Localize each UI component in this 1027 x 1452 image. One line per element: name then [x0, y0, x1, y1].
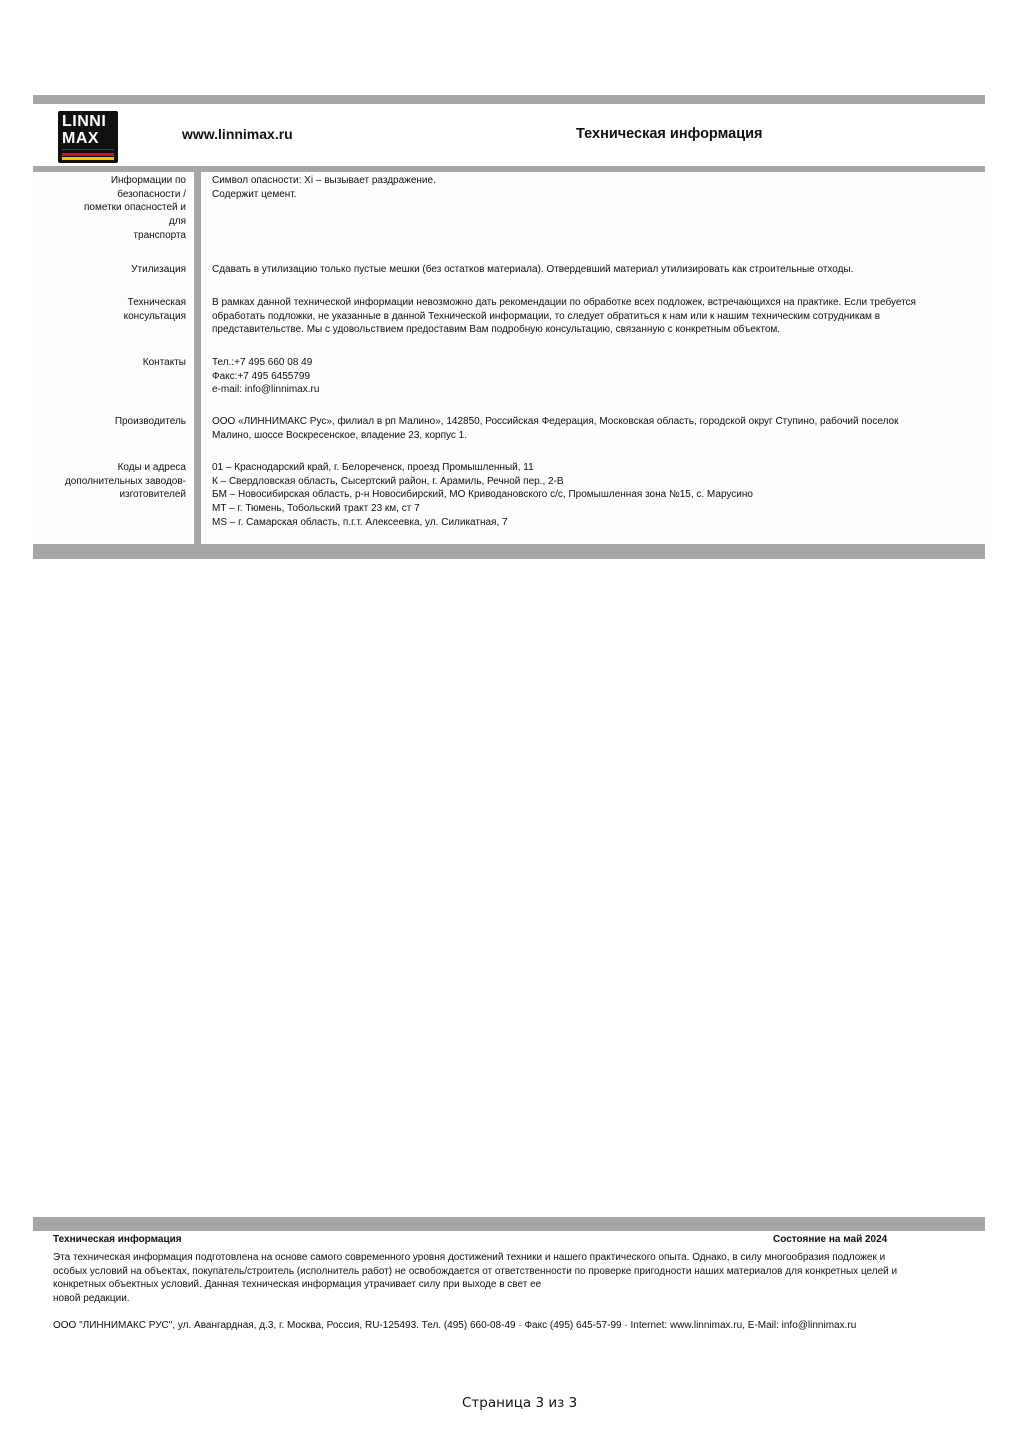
page-number: Страница 3 из 3 — [462, 1395, 578, 1411]
factory-line: MT – г. Тюмень, Тобольский тракт 23 км, ст 7 — [212, 503, 420, 515]
label-consultation — [40, 296, 186, 323]
disclaimer-line: Эта техническая информация подготовлена на основе самого современного уровня достижений техники и нашего практического опыта. Однако, в силу многообразия подложек и — [53, 1252, 886, 1263]
label-codes-line: дополнительных заводов- — [64, 475, 186, 487]
factory-line: MS – г. Самарская область, п.г.т. Алексеевка, ул. Силикатная, 7 — [212, 516, 508, 528]
label-codes-line: Коды и адреса — [117, 462, 186, 473]
label-safety-line: пометки опасностей и — [83, 202, 186, 214]
label-safety — [40, 174, 186, 243]
value-line: ООО «ЛИННИМАКС Рус», филиал в рп Малино», 142850, Российская Федерация, Московская область, городской округ Ступино, рабочий поселок — [212, 416, 899, 427]
label-codes-line: изготовителей — [119, 489, 186, 501]
label-consult-line: Техническая — [127, 297, 186, 308]
disclaimer-line: конкретных объектных условий. Данная техническая информация утрачивает силу при выходе в свет ее — [53, 1279, 542, 1291]
logo-line-2: MAX — [62, 130, 100, 147]
logo-line-1: LINNI — [62, 113, 107, 130]
logo-stripe-gold — [62, 157, 114, 160]
label-disposal: Утилизация — [131, 264, 186, 275]
phone-line[interactable]: Тел.:+7 495 660 08 49 — [212, 357, 313, 368]
label-safety-line: безопасности / — [117, 188, 186, 200]
label-contacts: Контакты — [142, 357, 186, 368]
label-manufacturer: Производитель — [114, 416, 186, 427]
label-factory-codes — [40, 461, 186, 502]
column-divider — [194, 172, 201, 544]
value-line: Символ опасности: Xi – вызывает раздражение. — [212, 175, 436, 186]
value-contacts — [212, 356, 972, 397]
label-safety-line: транспорта — [133, 229, 186, 241]
footer-bar — [33, 1217, 985, 1231]
linnimax-logo — [58, 111, 118, 163]
value-line: представительстве. Мы с удовольствием предоставим Вам подробную консультацию, связанную с конкретным объектом. — [212, 324, 781, 336]
email-line[interactable]: e-mail: info@linnimax.ru — [212, 384, 320, 396]
value-disposal — [212, 263, 972, 277]
value-line: Содержит цемент. — [212, 188, 297, 200]
factory-line: 01 – Краснодарский край, г. Белореченск, проезд Промышленный, 11 — [212, 462, 534, 473]
factory-line: К – Свердловская область, Сысертский район, г. Арамиль, Речной пер., 2-В — [212, 475, 564, 487]
value-line: Малино, шоссе Воскресенское, владение 23, корпус 1. — [212, 429, 468, 441]
value-consultation — [212, 296, 972, 337]
value-manufacturer — [212, 415, 972, 442]
footer-status: Состояние на май 2024 — [773, 1234, 888, 1245]
disclaimer-line: особых условий на объектах, покупатель/строитель (исполнитель работ) не освобождается от ответственности по проверке пригодности наших материалов для конкретных целей и — [53, 1265, 898, 1277]
value-factory-codes — [212, 461, 972, 530]
factory-line: БМ – Новосибирская область, р-н Новосибирский, МО Криводановского с/с, Промышленная зона №15, с. Марусино — [212, 489, 753, 501]
footer-address: ООО "ЛИННИМАКС РУС", ул. Авангардная, д.3, г. Москва, Россия, RU-125493. Тел. (495) 660-08-49 · Факс (495) 645-57-99 · Internet: www.linnimax.ru, E-Mail: info@linnimax.ru — [53, 1320, 857, 1331]
website-link[interactable]: www.linnimax.ru — [182, 126, 293, 142]
value-line: Сдавать в утилизацию только пустые мешки (без остатков материала). Отвердевший материал утилизировать как строительные отходы. — [212, 264, 854, 275]
label-consult-line: консультация — [123, 310, 186, 322]
content-end-bar — [33, 544, 985, 559]
value-line: В рамках данной технической информации невозможно дать рекомендации по обработке всех подложек, встречающихся на практике. Если требуется — [212, 297, 916, 308]
label-safety-line: Информации по — [110, 175, 186, 186]
footer-disclaimer — [53, 1251, 968, 1306]
logo-stripe-red — [62, 153, 114, 156]
value-safety — [212, 174, 972, 201]
label-safety-line: для — [168, 216, 186, 228]
footer-title: Техническая информация — [53, 1234, 182, 1245]
fax-line: Факс:+7 495 6455799 — [212, 370, 311, 382]
header-top-bar — [33, 95, 985, 104]
disclaimer-line: новой редакции. — [53, 1293, 130, 1305]
value-line: обработать подложки, не указанные в данной Технической информации, то следует обратиться к нам или к нашим техническим сотрудникам в — [212, 310, 881, 322]
document-title: Техническая информация — [576, 126, 763, 142]
